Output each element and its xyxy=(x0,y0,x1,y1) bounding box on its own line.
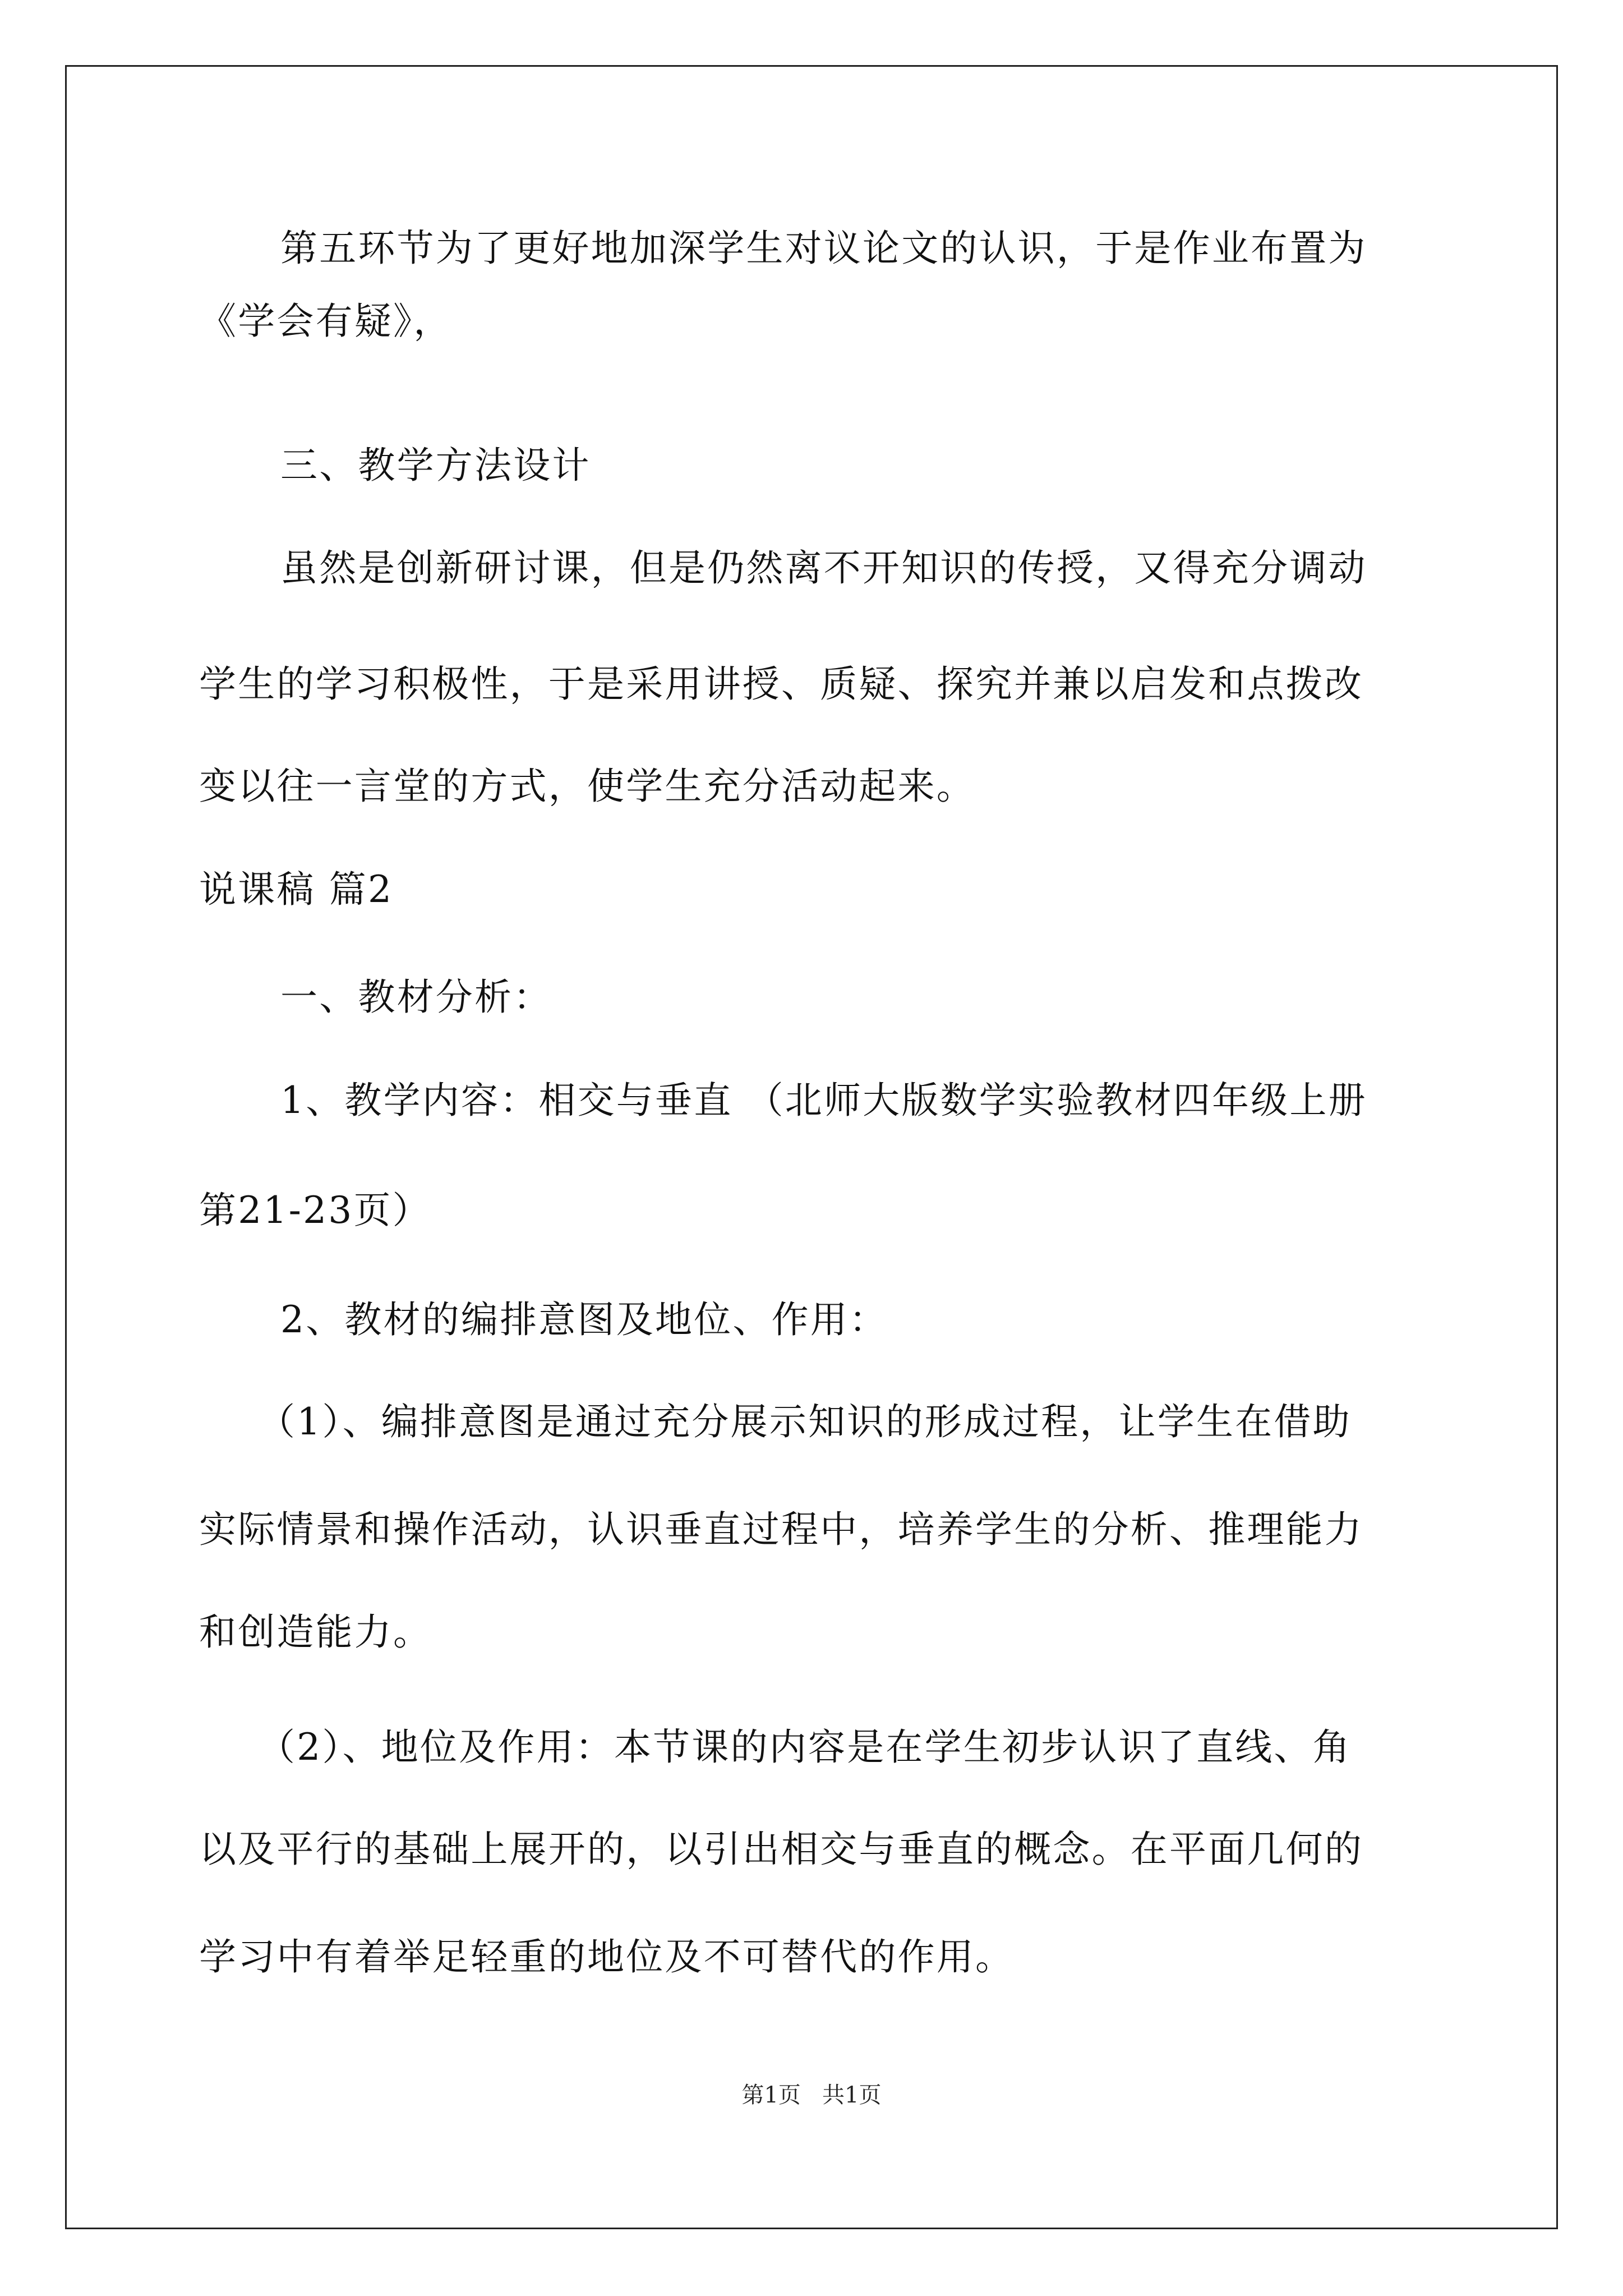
paragraph-line: 1、教学内容：相交与垂直 （北师大版数学实验教材四年级上册 xyxy=(280,1079,1367,1122)
paragraph-line: 实际情景和操作活动，认识垂直过程中，培养学生的分析、推理能力 xyxy=(199,1508,1363,1551)
page-border xyxy=(65,65,1558,2229)
paragraph-line: （1）、编排意图是通过充分展示知识的形成过程，让学生在借助 xyxy=(258,1400,1352,1443)
paragraph-line: 和创造能力。 xyxy=(199,1611,432,1654)
document-heading: 说课稿 篇2 xyxy=(199,868,394,911)
section-heading: 三、教学方法设计 xyxy=(280,444,591,487)
paragraph-line: 虽然是创新研讨课，但是仍然离不开知识的传授，又得充分调动 xyxy=(280,546,1367,590)
paragraph-line: 第五环节为了更好地加深学生对议论文的认识，于是作业布置为 xyxy=(280,227,1367,270)
paragraph-line: （2）、地位及作用：本节课的内容是在学生初步认识了直线、角 xyxy=(258,1726,1352,1769)
paragraph-line: 变以往一言堂的方式，使学生充分活动起来。 xyxy=(199,765,975,808)
section-heading: 一、教材分析： xyxy=(280,976,552,1019)
paragraph-line: 《学会有疑》， xyxy=(199,300,453,343)
paragraph-line: 第21-23页） xyxy=(199,1189,431,1232)
paragraph-line: 学习中有着举足轻重的地位及不可替代的作用。 xyxy=(199,1935,1015,1978)
page-footer: 第1页 共1页 xyxy=(741,2082,882,2108)
paragraph-line: 2、教材的编排意图及地位、作用： xyxy=(280,1298,888,1341)
paragraph-line: 学生的学习积极性，于是采用讲授、质疑、探究并兼以启发和点拨改 xyxy=(199,662,1363,706)
paragraph-line: 以及平行的基础上展开的，以引出相交与垂直的概念。在平面几何的 xyxy=(199,1828,1363,1871)
